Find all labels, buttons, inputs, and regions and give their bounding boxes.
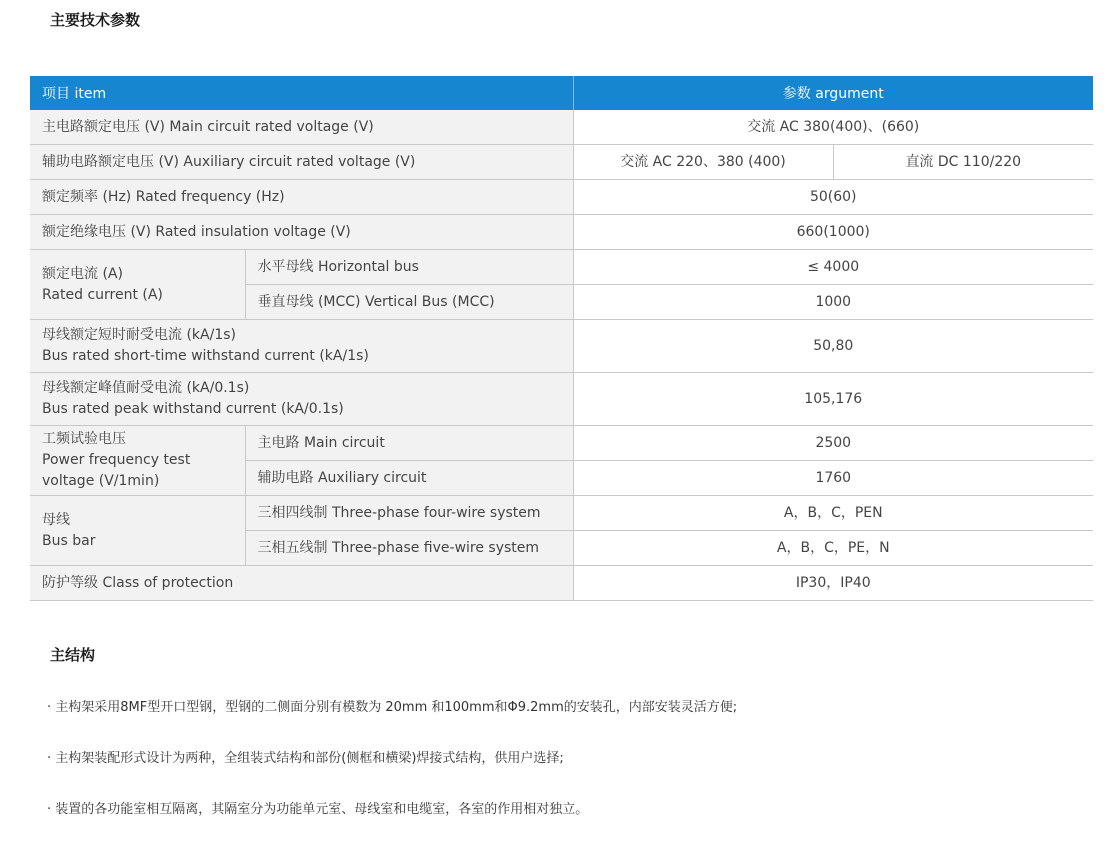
bullet-item-assembly: · 主构架装配形式设计为两种，全组装式结构和部份(侧框和横梁)焊接式结构，供用户选择;: [47, 751, 564, 766]
row-value-peak: 105,176: [573, 373, 1093, 426]
row-label-protection: 防护等级 Class of protection: [30, 566, 573, 601]
power-freq-label-en2: voltage (V/1min): [42, 473, 160, 489]
header-item: 项目 item: [30, 76, 573, 110]
row-value-aux-dc: 直流 DC 110/220: [833, 145, 1093, 180]
value-vertical-bus: 1000: [573, 285, 1093, 320]
table-row: [30, 373, 1093, 426]
table-row: [30, 566, 1093, 601]
peak-label-cn: 母线额定峰值耐受电流 (kA/0.1s): [42, 380, 250, 396]
current-label-en: Rated current (A): [42, 286, 163, 303]
short-time-label-en: Bus rated short-time withstand current (kA/1s): [42, 348, 369, 364]
row-value-aux-ac: 交流 AC 220、380 (400): [573, 145, 833, 180]
table-row: [30, 320, 1093, 373]
row-label-current: [30, 250, 245, 320]
busbar-label-en: Bus bar: [42, 532, 96, 549]
row-label-short-time: [30, 320, 573, 373]
sub-label-horizontal-bus: 水平母线 Horizontal bus: [245, 250, 573, 285]
row-value-protection: IP30，IP40: [573, 566, 1093, 601]
sub-label-vertical-bus: 垂直母线 (MCC) Vertical Bus (MCC): [245, 285, 573, 320]
sub-label-five-wire: 三相五线制 Three-phase five-wire system: [245, 531, 573, 566]
table-row: [30, 180, 1093, 215]
peak-label-en: Bus rated peak withstand current (kA/0.1s): [42, 401, 344, 417]
spec-table: [30, 76, 1093, 601]
row-value-main-voltage: 交流 AC 380(400)、(660): [573, 110, 1093, 145]
power-freq-label-en1: Power frequency test: [42, 452, 191, 468]
bullet-item-compartments: · 装置的各功能室相互隔离，其隔室分为功能单元室、母线室和电缆室，各室的作用相对独立。: [47, 802, 589, 817]
value-five-wire: A，B，C，PE，N: [573, 531, 1093, 566]
row-label-main-voltage: 主电路额定电压 (V) Main circuit rated voltage (V): [30, 110, 573, 145]
row-label-busbar: [30, 496, 245, 566]
row-value-frequency: 50(60): [573, 180, 1093, 215]
table-row: [30, 496, 1093, 531]
short-time-label-cn: 母线额定短时耐受电流 (kA/1s): [42, 327, 236, 343]
section-title-structure: 主结构: [50, 646, 96, 664]
row-label-insulation: 额定绝缘电压 (V) Rated insulation voltage (V): [30, 215, 573, 250]
bullet-item-frame: · 主构架采用8MF型开口型钢，型钢的二侧面分别有模数为 20mm 和100mm和Φ9.2mm的安装孔，内部安装灵活方便;: [47, 700, 738, 715]
table-row: [30, 145, 1093, 180]
section-title-specs: 主要技术参数: [50, 11, 141, 29]
table-header-row: [30, 76, 1093, 110]
row-label-power-frequency: [30, 426, 245, 496]
value-four-wire: A，B，C，PEN: [573, 496, 1093, 531]
value-aux-circuit: 1760: [573, 461, 1093, 496]
header-param: 参数 argument: [573, 76, 1093, 110]
table-row: [30, 215, 1093, 250]
row-value-insulation: 660(1000): [573, 215, 1093, 250]
table-row: [30, 110, 1093, 145]
row-label-frequency: 额定频率 (Hz) Rated frequency (Hz): [30, 180, 573, 215]
table-row: [30, 426, 1093, 461]
row-label-aux-voltage: 辅助电路额定电压 (V) Auxiliary circuit rated voltage (V): [30, 145, 573, 180]
row-label-peak: [30, 373, 573, 426]
sub-label-aux-circuit: 辅助电路 Auxiliary circuit: [245, 461, 573, 496]
table-row: [30, 250, 1093, 285]
current-label-cn: 额定电流 (A): [42, 265, 123, 282]
row-value-short-time: 50,80: [573, 320, 1093, 373]
value-horizontal-bus: ≤ 4000: [573, 250, 1093, 285]
sub-label-four-wire: 三相四线制 Three-phase four-wire system: [245, 496, 573, 531]
busbar-label-cn: 母线: [42, 511, 70, 528]
sub-label-main-circuit: 主电路 Main circuit: [245, 426, 573, 461]
power-freq-label-cn: 工频试验电压: [42, 431, 126, 447]
value-main-circuit: 2500: [573, 426, 1093, 461]
